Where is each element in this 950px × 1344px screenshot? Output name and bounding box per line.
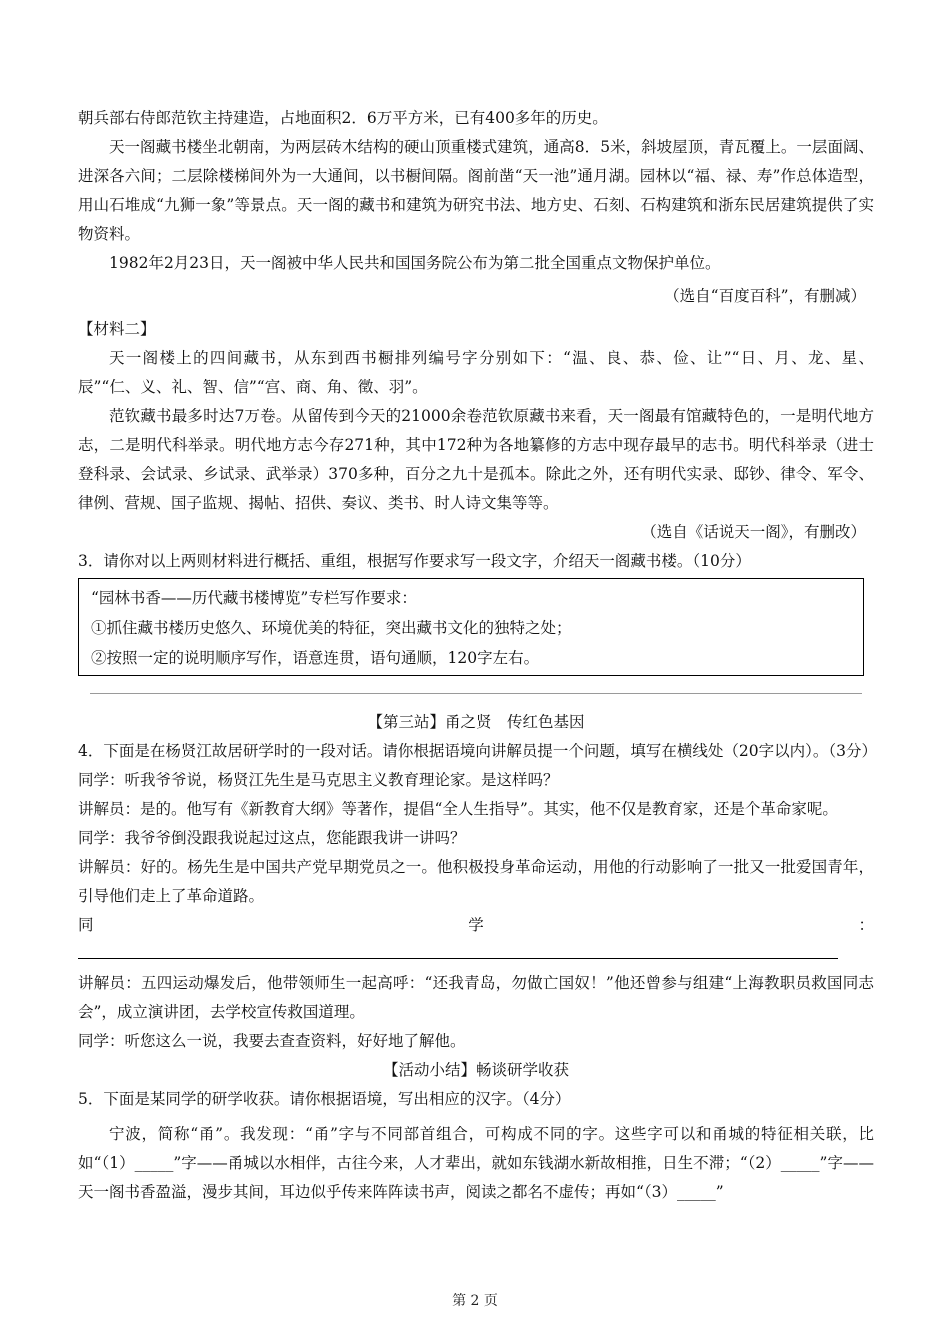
dialogue-line-2: 讲解员：是的。他写有《新教育大纲》等著作，提倡“全人生指导”。其实，他不仅是教育家，还是个革命家呢。 [78,800,838,818]
dialogue-line-5 [78,911,874,969]
requirement-item-2: ②按照一定的说明顺序写作，语意连贯，语句通顺，120字左右。 [91,649,540,667]
requirement-item-1: ①抓住藏书楼历史悠久、环境优美的特征，突出藏书文化的独特之处； [91,619,572,637]
material2-heading: 【材料二】 [78,320,156,338]
dialogue-line-6: 讲解员：五四运动爆发后，他带领师生一起高呼：“还我青岛，勿做亡国奴！”他还曾参与组建“上海教职员救国同志会”，成立演讲团，去学校宣传救国道理。 [78,974,874,1021]
requirements-title: “园林书香——历代藏书楼博览”专栏写作要求： [91,589,417,607]
dialogue-line-3: 同学：我爷爷倒没跟我说起过这点，您能跟我讲一讲吗？ [78,829,466,847]
summary-heading: 【活动小结】畅谈研学收获 [382,1061,569,1079]
dialogue-line-4: 讲解员：好的。杨先生是中国共产党早期党员之一。他积极投身革命运动，用他的行动影响了一批又一批爱国青年，引导他们走上了革命道路。 [78,858,874,905]
question-3: 3．请你对以上两则材料进行概括、重组，根据写作要求写一段文字，介绍天一阁藏书楼。（10分） [78,552,751,570]
page-content [78,104,877,1207]
protection-unit-paragraph: 1982年2月23日，天一阁被中华人民共和国国务院公布为第二批全国重点文物保护单位。 [109,254,721,272]
section-divider [90,693,862,694]
writing-requirements-box [78,578,864,676]
material2-source: （选自《话说天一阁》，有删改） [641,523,866,541]
bookcase-numbering-paragraph: 天一阁楼上的四间藏书，从东到西书橱排列编号字分别如下：“温、良、恭、俭、让”“日、月、龙、星、辰”“仁、义、礼、智、信”“宫、商、角、徵、羽”。 [78,349,874,396]
dialogue-line-1: 同学：听我爷爷说，杨贤江先生是马克思主义教育理论家。是这样吗？ [78,771,559,789]
station3-heading: 【第三站】甬之贤 传红色基因 [367,713,585,731]
tianyige-building-paragraph: 天一阁藏书楼坐北朝南，为两层砖木结构的硬山顶重楼式建筑，通高8．5米，斜坡屋顶，青瓦覆上。一层面阔、进深各六间；二层除楼梯间外为一大通间，以书橱间隔。阁前凿“天一池”通月湖。园林以“福、禄、寿”作总体造型，用山石堆成“九狮一象”等景点。天一阁的藏书和建筑为研究书法、地方史、石刻、石构建筑和浙东民居建筑提供了实物资料。 [78,138,874,243]
material1-source: （选自“百度百科”，有删减） [664,287,866,305]
answer-blank-line[interactable] [78,940,838,959]
page-number: 第 2 页 [452,1293,498,1309]
ningbo-character-paragraph: 宁波，简称“甬”。我发现：“甬”字与不同部首组合，可构成不同的字。这些字可以和甬城的特征相关联，比如“（1）_____”字——甬城以水相伴，古往今来，人才辈出，就如东钱湖水新故相推，日生不滞；“（2）_____”字——天一阁书香盈溢，漫步其间，耳边似乎传来阵阵读书声，阅读之都名不虚传；再如“（3）_____” [78,1125,874,1201]
dialogue-line-7: 同学：听您这么一说，我要去查查资料，好好地了解他。 [78,1032,466,1050]
collection-paragraph: 范钦藏书最多时达7万卷。从留传到今天的21000余卷范钦原藏书来看，天一阁最有馆藏特色的，一是明代地方志，二是明代科举录。明代地方志今存271种，其中172种为各地纂修的方志中现存最早的志书。明代科举录（进士登科录、会试录、乡试录、武举录）370多种，百分之九十是孤本。除此之外，还有明代实录、邸钞、律令、军令、律例、营规、国子监规、揭帖、招供、奏议、类书、时人诗文集等等。 [78,407,874,512]
dialogue-speaker-student: 同学： [78,916,874,934]
question-5: 5．下面是某同学的研学收获。请你根据语境，写出相应的汉字。（4分） [78,1090,571,1108]
material1-continued-text: 朝兵部右侍郎范钦主持建造，占地面积2．6万平方米，已有400多年的历史。 [78,109,608,127]
question-4: 4．下面是在杨贤江故居研学时的一段对话。请你根据语境向讲解员提一个问题，填写在横线处（20字以内）。（3分） [78,742,877,760]
